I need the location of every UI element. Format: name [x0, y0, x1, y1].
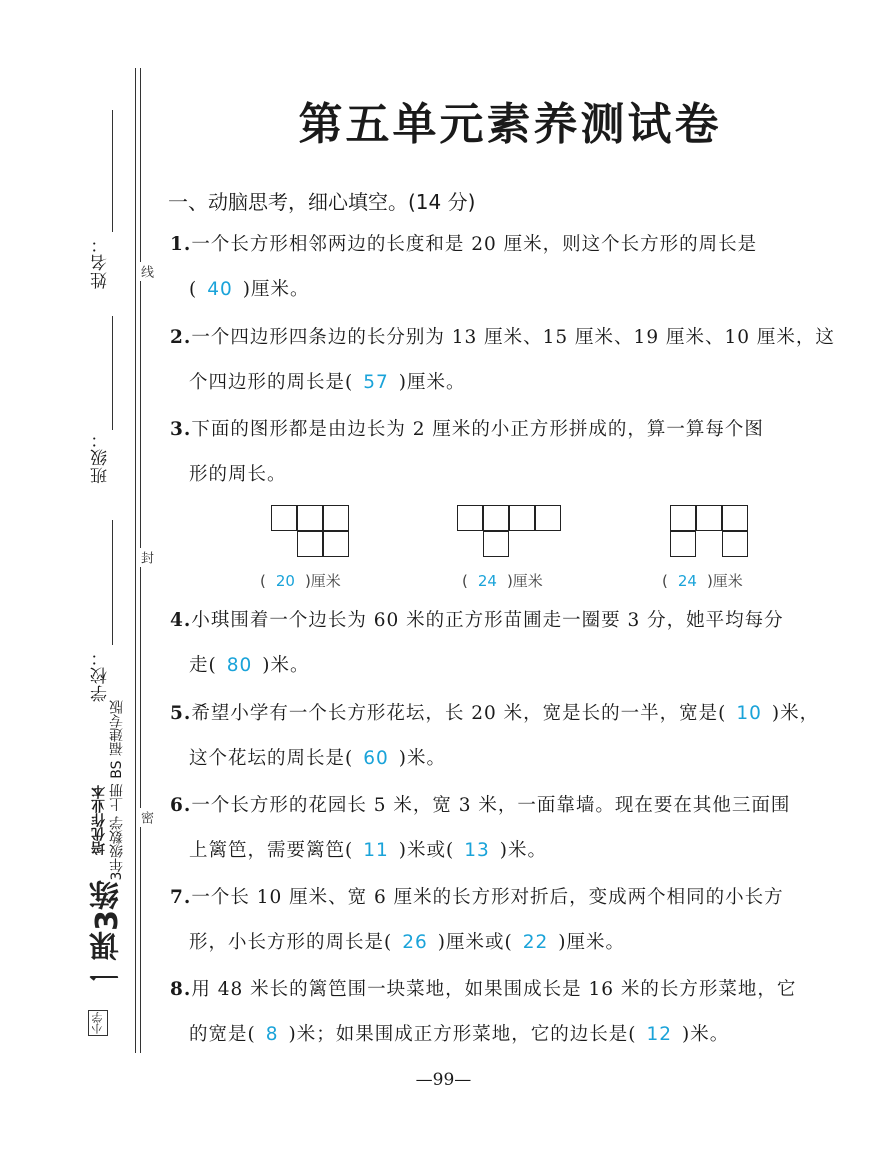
answer-8b: 12 — [646, 1024, 672, 1045]
question-4: 4.小琪围着一个边长为 60 米的正方形苗圃走一圈要 3 分，她平均每分 走( 80 )米。 — [170, 610, 784, 676]
answer-7a: 26 — [402, 932, 428, 953]
class-label: 班级： — [91, 430, 111, 484]
answer-6a: 11 — [363, 840, 389, 861]
figure-1-answer: 20 — [275, 572, 295, 590]
question-5: 5.希望小学有一个长方形花坛，长 20 米，宽是长的一半，宽是( 10 )米， 这个花坛的周长是( 60 )米。 — [170, 703, 820, 769]
name-fill-line — [112, 110, 113, 232]
answer-5b: 60 — [363, 748, 389, 769]
question-6: 6.一个长方形的花园长 5 米，宽 3 米，一面靠墙。现在要在其他三面围 上篱笆，需要篱笆( 11 )米或( 13 )米。 — [170, 795, 791, 861]
answer-5a: 10 — [736, 703, 762, 724]
school-fill-line — [112, 520, 113, 645]
class-fill-line — [112, 316, 113, 430]
brand-logo: 一课3练 — [90, 880, 125, 991]
answer-6b: 13 — [464, 840, 490, 861]
answer-4: 80 — [226, 655, 253, 676]
figure-3-answer: 24 — [677, 572, 697, 590]
figure-2-caption: ( 24 )厘米 — [462, 572, 543, 590]
answer-1: 40 — [207, 279, 233, 300]
question-2: 2.一个四边形四条边的长分别为 13 厘米、15 厘米、19 厘米、10 厘米，这 个四边形的周长是( 57 )厘米。 — [170, 327, 835, 393]
seal-mi: 密 — [136, 808, 155, 827]
question-3: 3.下面的图形都是由边长为 2 厘米的小正方形拼成的，算一算每个图 形的周长。 — [170, 419, 764, 485]
question-7: 7.一个长 10 厘米、宽 6 厘米的长方形对折后，变成两个相同的小长方 形，小长方形的周长是( 26 )厘米或( 22 )厘米。 — [170, 887, 784, 953]
section-heading: 一、动脑思考，细心填空。(14 分) — [168, 190, 476, 214]
school-label: 学校： — [91, 648, 111, 702]
brand-grade: 3年级数学 上册 BS 福建专版 — [109, 700, 125, 881]
brand-sub: 培优作业本 — [91, 785, 107, 855]
page-number: —99— — [415, 1070, 472, 1090]
answer-7b: 22 — [522, 932, 549, 953]
page-title: 第五单元素养测试卷 — [298, 99, 722, 150]
question-8: 8.用 48 米长的篱笆围一块菜地，如果围成长是 16 米的长方形菜地，它 的宽是( 8 )米；如果围成正方形菜地，它的边长是( 12 )米。 — [170, 979, 797, 1045]
brand-prefix: 小学 — [88, 1010, 108, 1036]
answer-2: 57 — [363, 372, 389, 393]
figure-3-caption: ( 24 )厘米 — [662, 572, 743, 590]
name-label: 姓名： — [91, 235, 111, 289]
seal-xian: 线 — [136, 262, 155, 281]
figure-1-caption: ( 20 )厘米 — [260, 572, 341, 590]
seal-feng: 封 — [136, 548, 155, 567]
answer-8a: 8 — [265, 1024, 279, 1045]
figure-2-answer: 24 — [477, 572, 497, 590]
question-1: 1.一个长方形相邻两边的长度和是 20 厘米，则这个长方形的周长是 ( 40 )厘米。 — [170, 234, 758, 300]
